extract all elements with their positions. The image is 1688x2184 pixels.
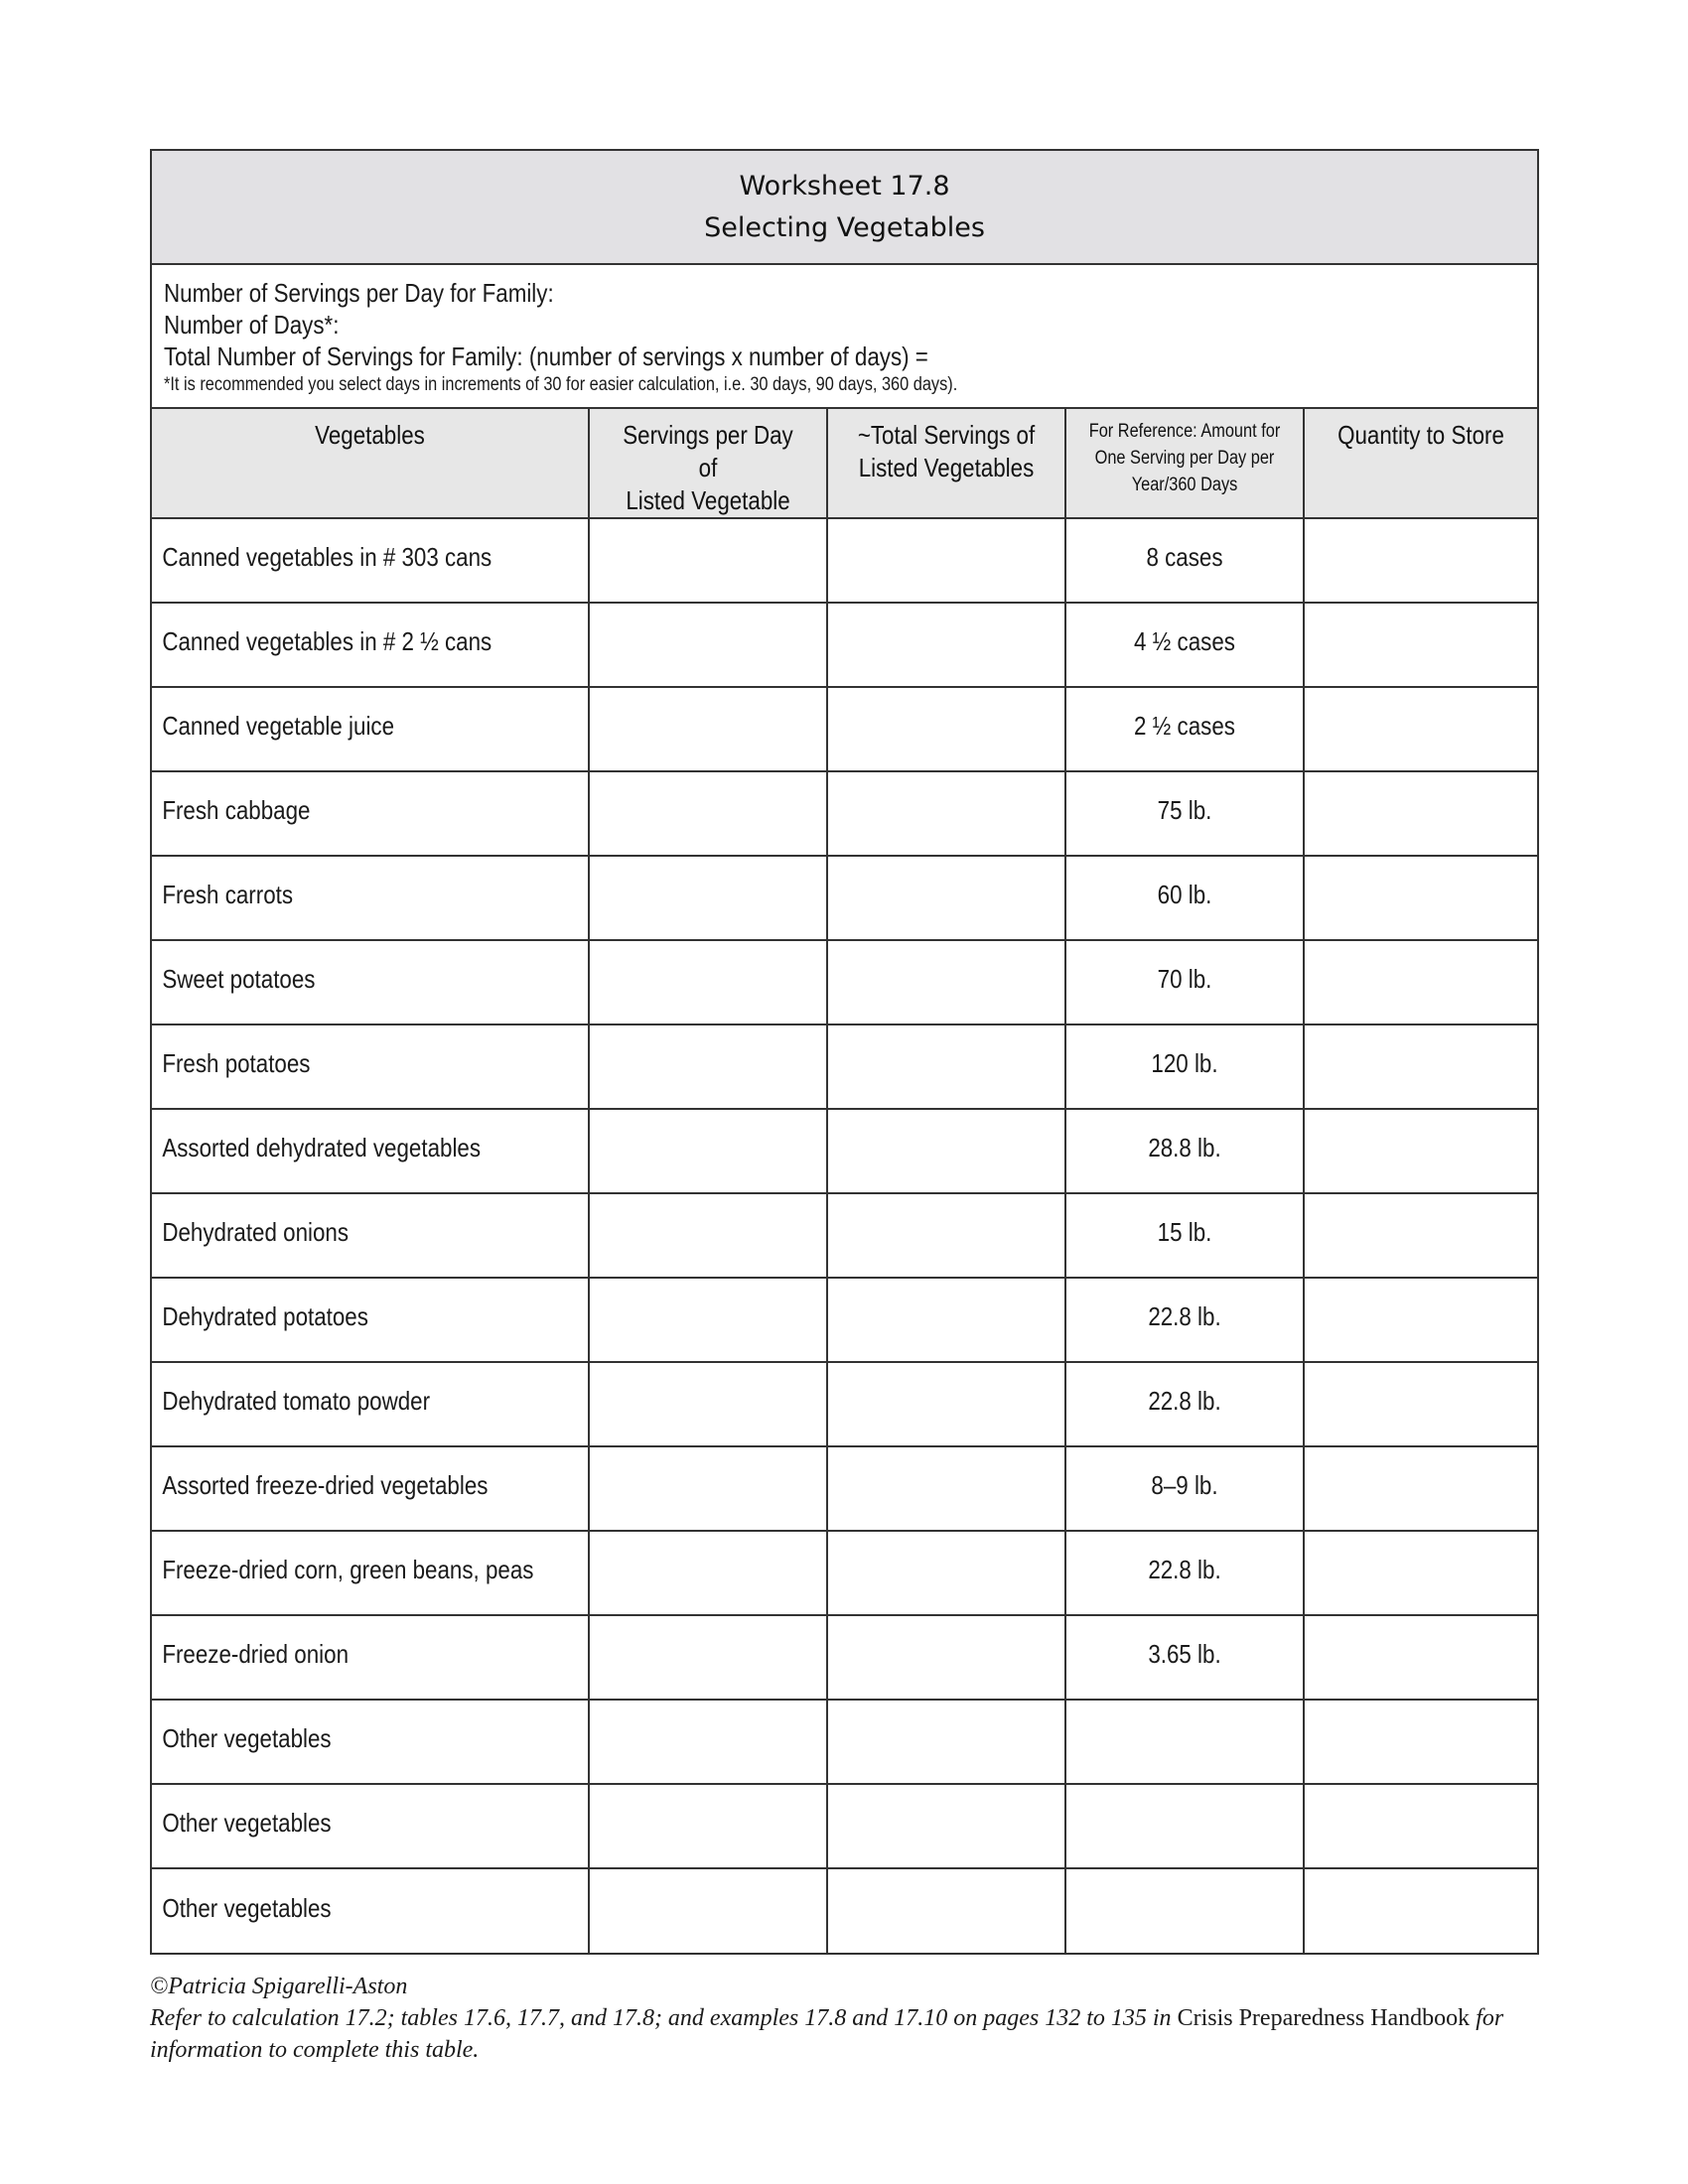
table-row — [152, 603, 1537, 687]
family-info-section — [152, 265, 1537, 409]
servings-per-day-cell[interactable] — [589, 687, 827, 771]
vegetable-name-cell — [152, 1024, 589, 1109]
worksheet-header — [152, 151, 1537, 265]
quantity-to-store-cell[interactable] — [1304, 1193, 1537, 1278]
table-row — [152, 1362, 1537, 1446]
vegetable-name: Other vegetables — [162, 1892, 332, 1923]
reference-amount-cell — [1065, 1446, 1304, 1531]
quantity-to-store-cell[interactable] — [1304, 518, 1537, 603]
total-servings-cell[interactable] — [827, 1784, 1065, 1868]
servings-per-day-cell[interactable] — [589, 1868, 827, 1953]
quantity-to-store-cell[interactable] — [1304, 1446, 1537, 1531]
total-servings-cell[interactable] — [827, 1193, 1065, 1278]
worksheet-number: Worksheet 17.8 — [739, 170, 950, 202]
vegetable-name: Dehydrated tomato powder — [162, 1386, 431, 1416]
total-servings-cell[interactable] — [827, 940, 1065, 1024]
vegetable-name: Dehydrated potatoes — [162, 1301, 368, 1331]
reference-amount-cell — [1065, 518, 1304, 603]
total-servings-cell[interactable] — [827, 1868, 1065, 1953]
quantity-to-store-cell[interactable] — [1304, 1278, 1537, 1362]
servings-per-day-cell[interactable] — [589, 856, 827, 940]
reference-amount: 22.8 lb. — [1148, 1301, 1221, 1331]
servings-per-day-cell[interactable] — [589, 1024, 827, 1109]
servings-per-day-cell[interactable] — [589, 1784, 827, 1868]
table-row — [152, 1615, 1537, 1700]
total-servings-cell[interactable] — [827, 687, 1065, 771]
vegetables-table — [152, 409, 1537, 1953]
servings-per-day-label: Number of Servings per Day for Family: — [164, 278, 554, 308]
vegetable-name-cell — [152, 1615, 589, 1700]
reference-amount: 28.8 lb. — [1148, 1133, 1221, 1162]
table-body — [152, 518, 1537, 1953]
servings-per-day-cell[interactable] — [589, 603, 827, 687]
quantity-to-store-cell[interactable] — [1304, 1700, 1537, 1784]
quantity-to-store-cell[interactable] — [1304, 603, 1537, 687]
servings-per-day-cell[interactable] — [589, 771, 827, 856]
reference-amount: 22.8 lb. — [1148, 1386, 1221, 1416]
vegetable-name: Assorted freeze-dried vegetables — [162, 1470, 489, 1500]
table-row — [152, 1024, 1537, 1109]
vegetable-name: Freeze-dried onion — [162, 1639, 350, 1669]
vegetable-name: Fresh carrots — [162, 880, 294, 909]
reference-amount-cell — [1065, 687, 1304, 771]
servings-per-day-cell[interactable] — [589, 1615, 827, 1700]
table-row — [152, 1109, 1537, 1193]
vegetable-name: Assorted dehydrated vegetables — [162, 1133, 482, 1162]
table-row — [152, 771, 1537, 856]
reference-amount-cell — [1065, 1784, 1304, 1868]
reference-amount-cell — [1065, 603, 1304, 687]
header-total-servings: ~Total Servings of Listed Vegetables — [827, 409, 1065, 518]
quantity-to-store-cell[interactable] — [1304, 687, 1537, 771]
vegetable-name-cell — [152, 687, 589, 771]
vegetable-name-cell — [152, 1531, 589, 1615]
total-servings-cell[interactable] — [827, 1615, 1065, 1700]
vegetable-name-cell — [152, 1784, 589, 1868]
quantity-to-store-cell[interactable] — [1304, 771, 1537, 856]
vegetable-name: Dehydrated onions — [162, 1217, 350, 1247]
header-vegetables: Vegetables — [152, 409, 589, 518]
quantity-to-store-cell[interactable] — [1304, 1615, 1537, 1700]
vegetable-name-cell — [152, 1700, 589, 1784]
servings-per-day-cell[interactable] — [589, 1531, 827, 1615]
reference-amount-cell — [1065, 940, 1304, 1024]
vegetable-name-cell — [152, 1362, 589, 1446]
header-reference-amount: For Reference: Amount for One Serving per Day per Year/360 Days — [1065, 409, 1304, 518]
reference-amount: 120 lb. — [1151, 1048, 1218, 1078]
total-servings-cell[interactable] — [827, 518, 1065, 603]
table-row — [152, 856, 1537, 940]
reference-amount: 70 lb. — [1157, 964, 1212, 994]
reference-amount: 2 ½ cases — [1134, 711, 1235, 741]
servings-per-day-cell[interactable] — [589, 1362, 827, 1446]
reference-note-part1: Refer to calculation 17.2; tables 17.6, 17.7, and 17.8; and examples 17.8 and 17.10 on pages 132 to 135 in — [150, 2005, 1178, 2031]
reference-amount: 75 lb. — [1157, 795, 1212, 825]
servings-per-day-cell[interactable] — [589, 1193, 827, 1278]
servings-per-day-cell[interactable] — [589, 1278, 827, 1362]
quantity-to-store-cell[interactable] — [1304, 1362, 1537, 1446]
total-servings-cell[interactable] — [827, 771, 1065, 856]
servings-per-day-cell[interactable] — [589, 940, 827, 1024]
reference-amount-cell — [1065, 1193, 1304, 1278]
page-footer — [150, 1971, 1540, 2066]
vegetable-name-cell — [152, 1193, 589, 1278]
reference-amount-cell — [1065, 1615, 1304, 1700]
quantity-to-store-cell[interactable] — [1304, 856, 1537, 940]
reference-amount: 8–9 lb. — [1151, 1470, 1218, 1500]
reference-amount-cell — [1065, 1278, 1304, 1362]
servings-per-day-cell[interactable] — [589, 1446, 827, 1531]
total-servings-cell[interactable] — [827, 1700, 1065, 1784]
total-servings-label: Total Number of Servings for Family: (number of servings x number of days) = — [164, 341, 928, 371]
vegetable-name-cell — [152, 1109, 589, 1193]
reference-amount-cell — [1065, 856, 1304, 940]
quantity-to-store-cell[interactable] — [1304, 1868, 1537, 1953]
table-row — [152, 1193, 1537, 1278]
copyright-line: ©Patricia Spigarelli-Aston — [150, 1974, 408, 1999]
servings-per-day-cell[interactable] — [589, 518, 827, 603]
total-servings-cell[interactable] — [827, 1278, 1065, 1362]
servings-per-day-cell[interactable] — [589, 1109, 827, 1193]
vegetable-name: Canned vegetable juice — [162, 711, 395, 741]
total-servings-cell[interactable] — [827, 1024, 1065, 1109]
book-title: Crisis Preparedness Handbook — [1177, 2005, 1471, 2031]
reference-amount-cell — [1065, 1868, 1304, 1953]
quantity-to-store-cell[interactable] — [1304, 1024, 1537, 1109]
vegetable-name: Canned vegetables in # 303 cans — [162, 542, 492, 572]
table-row — [152, 1278, 1537, 1362]
table-row — [152, 1446, 1537, 1531]
worksheet-form — [150, 149, 1539, 1955]
vegetable-name-cell — [152, 518, 589, 603]
total-servings-cell[interactable] — [827, 1109, 1065, 1193]
table-row — [152, 1868, 1537, 1953]
servings-per-day-cell[interactable] — [589, 1700, 827, 1784]
quantity-to-store-cell[interactable] — [1304, 940, 1537, 1024]
reference-amount: 22.8 lb. — [1148, 1555, 1221, 1584]
vegetable-name: Fresh cabbage — [162, 795, 311, 825]
table-row — [152, 1784, 1537, 1868]
table-row — [152, 518, 1537, 603]
total-servings-cell[interactable] — [827, 1446, 1065, 1531]
total-servings-cell[interactable] — [827, 1362, 1065, 1446]
vegetable-name: Canned vegetables in # 2 ½ cans — [162, 626, 492, 656]
days-footnote: *It is recommended you select days in increments of 30 for easier calculation, i.e. 30 days, 90 days, 360 days). — [164, 374, 958, 395]
reference-amount-cell — [1065, 771, 1304, 856]
vegetable-name-cell — [152, 771, 589, 856]
quantity-to-store-cell[interactable] — [1304, 1109, 1537, 1193]
vegetable-name-cell — [152, 1868, 589, 1953]
number-of-days-label: Number of Days*: — [164, 310, 340, 340]
table-row — [152, 1531, 1537, 1615]
reference-amount: 3.65 lb. — [1148, 1639, 1221, 1669]
total-servings-cell[interactable] — [827, 856, 1065, 940]
worksheet-title: Selecting Vegetables — [704, 211, 985, 243]
table-row — [152, 940, 1537, 1024]
reference-amount: 60 lb. — [1157, 880, 1212, 909]
quantity-to-store-cell[interactable] — [1304, 1531, 1537, 1615]
total-servings-cell[interactable] — [827, 603, 1065, 687]
header-servings-per-day: Servings per Day of Listed Vegetable — [589, 409, 827, 518]
reference-amount-cell — [1065, 1109, 1304, 1193]
vegetable-name-cell — [152, 940, 589, 1024]
vegetable-name: Sweet potatoes — [162, 964, 316, 994]
table-row — [152, 687, 1537, 771]
reference-amount: 15 lb. — [1157, 1217, 1212, 1247]
reference-amount: 4 ½ cases — [1134, 626, 1235, 656]
table-row — [152, 1700, 1537, 1784]
vegetable-name: Other vegetables — [162, 1723, 332, 1753]
vegetable-name: Fresh potatoes — [162, 1048, 311, 1078]
vegetable-name-cell — [152, 1278, 589, 1362]
table-header-row — [152, 409, 1537, 518]
reference-note — [150, 2002, 1540, 2066]
vegetable-name-cell — [152, 1446, 589, 1531]
reference-amount-cell — [1065, 1700, 1304, 1784]
total-servings-cell[interactable] — [827, 1531, 1065, 1615]
vegetable-name-cell — [152, 603, 589, 687]
reference-amount: 8 cases — [1146, 542, 1223, 572]
reference-amount-cell — [1065, 1024, 1304, 1109]
quantity-to-store-cell[interactable] — [1304, 1784, 1537, 1868]
reference-amount-cell — [1065, 1531, 1304, 1615]
reference-note-part2: for information to complete this table. — [150, 2005, 1504, 2063]
reference-amount-cell — [1065, 1362, 1304, 1446]
header-quantity-to-store: Quantity to Store — [1304, 409, 1537, 518]
vegetable-name-cell — [152, 856, 589, 940]
vegetable-name: Other vegetables — [162, 1808, 332, 1838]
vegetable-name: Freeze-dried corn, green beans, peas — [162, 1555, 534, 1584]
